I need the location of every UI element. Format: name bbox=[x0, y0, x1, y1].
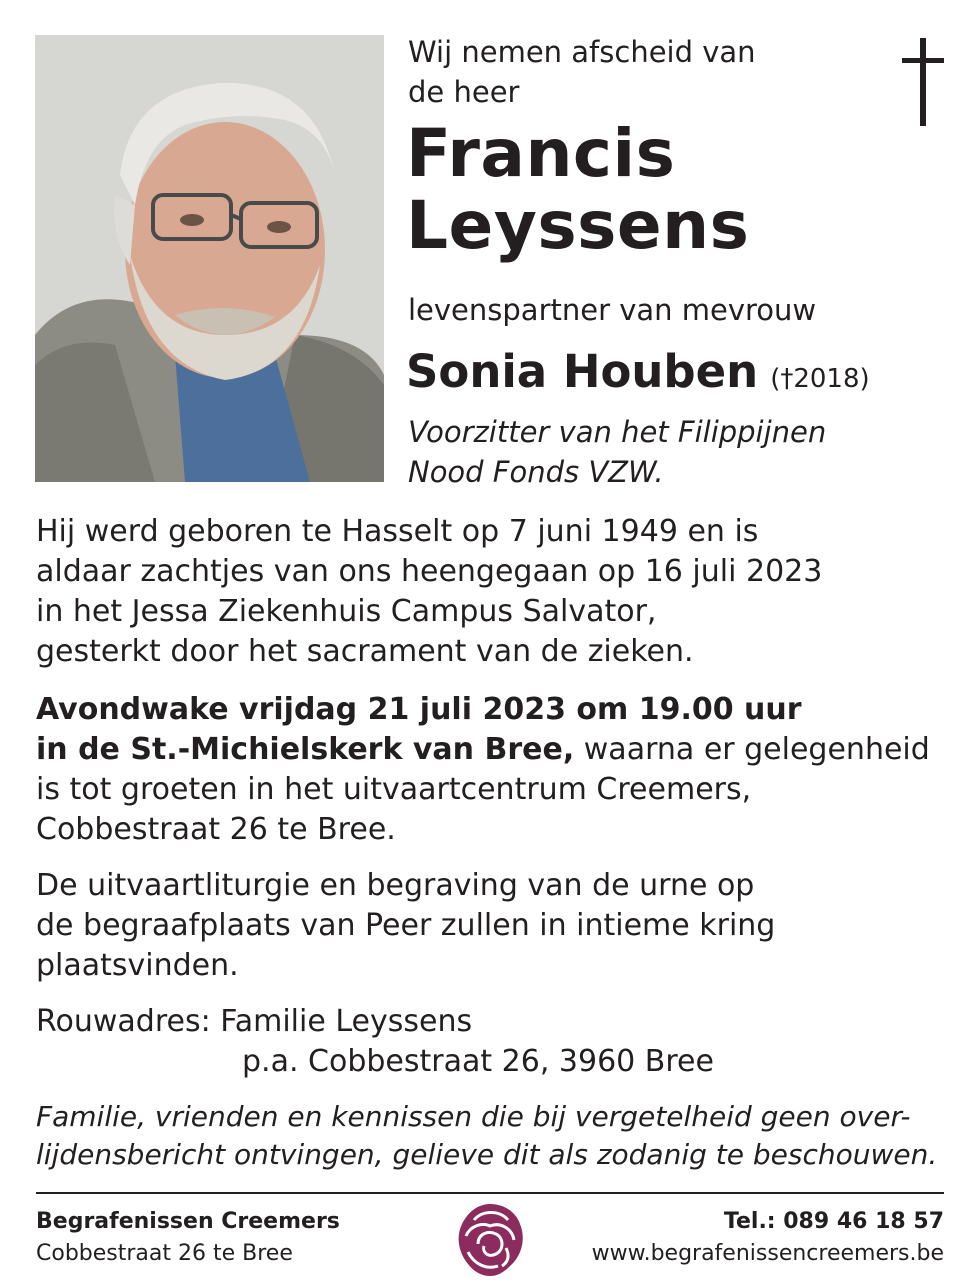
role-text bbox=[408, 412, 826, 492]
role-line: Nood Fonds VZW. bbox=[408, 455, 664, 489]
deceased-name bbox=[406, 115, 750, 264]
paragraph-line: de begraafplaats van Peer zullen in intieme kring bbox=[36, 908, 776, 943]
funeral-home-contact bbox=[592, 1206, 944, 1270]
first-name: Francis bbox=[406, 115, 676, 192]
wake-paragraph bbox=[36, 690, 952, 850]
portrait-illustration bbox=[35, 35, 384, 482]
funeral-home-info bbox=[36, 1206, 340, 1270]
wake-continuation: waarna er gelegenheid bbox=[574, 732, 930, 767]
wake-location-line bbox=[36, 730, 952, 770]
paragraph-line: De uitvaartliturgie en begraving van de urne op bbox=[36, 868, 755, 903]
notice-paragraph bbox=[36, 1098, 952, 1174]
address-line: Rouwadres: Familie Leyssens bbox=[36, 1004, 473, 1039]
address-line: p.a. Cobbestraat 26, 3960 Bree bbox=[242, 1044, 714, 1079]
paragraph-line: in het Jessa Ziekenhuis Campus Salvator, bbox=[36, 594, 657, 629]
cross-icon bbox=[902, 38, 944, 126]
partner-name-line bbox=[406, 344, 870, 407]
birth-paragraph bbox=[36, 512, 952, 672]
paragraph-line: Hij werd geboren te Hasselt op 7 juni 1949 en is bbox=[36, 514, 759, 549]
notice-line: Familie, vrienden en kennissen die bij vergetelheid geen over- bbox=[36, 1100, 911, 1133]
rose-logo-icon bbox=[452, 1200, 528, 1278]
notice-line: lijdensbericht ontvingen, gelieve dit als zodanig te beschouwen. bbox=[36, 1138, 938, 1171]
phone-number: Tel.: 089 46 18 57 bbox=[723, 1209, 944, 1234]
partner-label: levenspartner van mevrouw bbox=[408, 293, 817, 327]
wake-church: in de St.-Michielskerk van Bree, bbox=[36, 732, 575, 767]
portrait-photo bbox=[35, 35, 384, 482]
paragraph-line: Cobbestraat 26 te Bree. bbox=[36, 812, 396, 847]
funeral-home-address: Cobbestraat 26 te Bree bbox=[36, 1241, 293, 1266]
intro-line: Wij nemen afscheid van bbox=[408, 35, 756, 69]
funeral-paragraph bbox=[36, 866, 952, 986]
paragraph-line: gesterkt door het sacrament van de zieken. bbox=[36, 634, 694, 669]
website-link[interactable]: www.begrafenissencreemers.be bbox=[591, 1241, 944, 1266]
paragraph-line: aldaar zachtjes van ons heengegaan op 16 juli 2023 bbox=[36, 554, 823, 589]
funeral-home-name: Begrafenissen Creemers bbox=[36, 1209, 340, 1234]
footer-divider bbox=[36, 1192, 944, 1194]
mourning-address bbox=[36, 1002, 952, 1082]
partner-death-year: (†2018) bbox=[770, 364, 870, 394]
wake-date-line: Avondwake vrijdag 21 juli 2023 om 19.00 uur bbox=[36, 692, 802, 727]
partner-name: Sonia Houben bbox=[406, 345, 759, 398]
intro-text bbox=[408, 32, 756, 112]
intro-line: de heer bbox=[408, 75, 520, 109]
paragraph-line: is tot groeten in het uitvaartcentrum Creemers, bbox=[36, 772, 752, 807]
last-name: Leyssens bbox=[406, 187, 750, 264]
role-line: Voorzitter van het Filippijnen bbox=[408, 415, 827, 449]
paragraph-line: plaatsvinden. bbox=[36, 948, 239, 983]
